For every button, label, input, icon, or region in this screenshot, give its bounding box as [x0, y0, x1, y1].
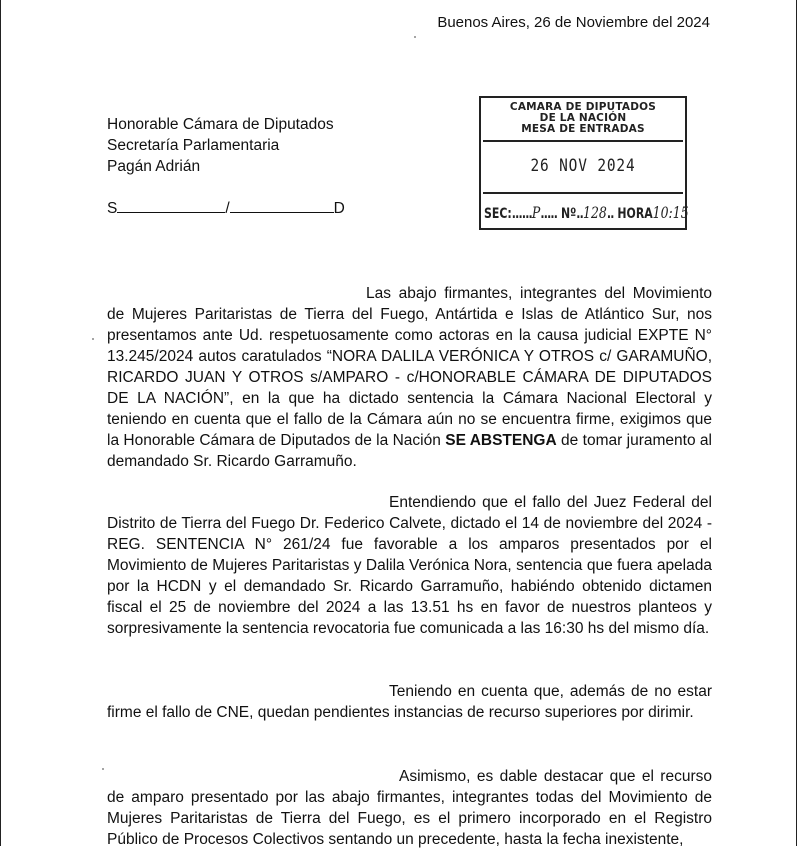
- paragraph-4-text: Asimismo, es dable destacar que el recurso de amparo presentado por las abajo firmantes, integrantes todas del Movimiento de Mujeres Paritaristas de Tierra del Fuego, es el primero incorporado en el Registro Público de Procesos Colectivos sentando un precedente, hasta la fecha inexistente,: [107, 768, 712, 848]
- salutation-slash: /: [225, 200, 230, 217]
- paragraph-1: [107, 283, 712, 472]
- addressee-line: Secretaría Parlamentaria: [107, 137, 280, 154]
- addressee-line: Honorable Cámara de Diputados: [107, 116, 334, 133]
- scan-speck: [102, 768, 104, 770]
- stamp-line: DE LA NACIÓN: [539, 112, 627, 124]
- date-line: Buenos Aires, 26 de Noviembre del 2024: [437, 14, 710, 31]
- stamp-divider: [483, 140, 683, 142]
- paragraph-3-text: Teniendo en cuenta que, además de no estar firme el fallo de CNE, quedan pendientes instancias de recurso superiores por dirimir.: [107, 683, 712, 721]
- stamp-hora-label: HORA: [617, 206, 653, 222]
- salutation-d: D: [333, 200, 345, 217]
- stamp-hora-value: 10:15: [652, 203, 689, 222]
- stamp-date: 26 NOV 2024: [530, 156, 636, 176]
- blank-line: [230, 200, 334, 213]
- stamp-sec-value: P: [531, 203, 541, 222]
- paragraph-4: [107, 766, 712, 850]
- stamp-line: MESA DE ENTRADAS: [521, 123, 645, 135]
- stamp-divider: [483, 192, 683, 194]
- paragraph-1-text-end: de tomar juramento al demandado Sr. Ricardo Garramuño.: [107, 432, 712, 470]
- paragraph-1-bold: SE ABSTENGA: [445, 432, 557, 449]
- stamp-num-label: Nº: [560, 206, 577, 222]
- blank-line: [117, 200, 225, 213]
- paragraph-1-text: Las abajo firmantes, integrantes del Movimiento de Mujeres Paritaristas de Tierra del Fuego, Antártida e Islas de Atlántico Sur, nos presentamos ante Ud. respetuosamente como actoras en la causa judicial EXPTE N° 13.245/2024 autos caratulados “NORA DALILA VERÓNICA Y OTROS c/ GARAMUÑO, RICARDO JUAN Y OTROS s/AMPARO - c/HONORABLE CÁMARA DE DIPUTADOS DE LA NACIÓN”, en la que ha dictado sentencia la Cámara Nacional Electoral y teniendo en cuenta que el fallo de la Cámara aún no se encuentra firme, exigimos que la Honorable Cámara de Diputados de la Nación: [107, 285, 712, 449]
- scan-speck: [92, 338, 94, 340]
- paragraph-2-text: Entendiendo que el fallo del Juez Federal del Distrito de Tierra del Fuego Dr. Federico Calvete, dictado el 14 de noviembre del 2024 - REG. SENTENCIA N° 261/24 fue favorable a los amparos presentados por el Movimiento de Mujeres Paritaristas y Dalila Verónica Nora, sentencia que fuera apelada por la HCDN y el demandado Sr. Ricardo Garramuño, habiéndo obtenido dictamen fiscal el 25 de noviembre del 2024 a las 13.51 hs en favor de nuestros planteos y sorpresivamente la sentencia revocatoria fue comunicada a las 16:30 hs del mismo día.: [107, 494, 712, 637]
- stamp-line: CAMARA DE DIPUTADOS: [509, 101, 657, 113]
- paragraph-2: [107, 492, 712, 639]
- stamp-sec-row: SEC:......P..... Nº..128.. HORA10:15: [484, 203, 689, 222]
- addressee-line: Pagán Adrián: [107, 158, 201, 175]
- salutation-sd: [107, 200, 345, 218]
- scan-speck: [414, 36, 416, 38]
- stamp-sec-label: SEC:: [484, 206, 512, 222]
- addressee-block: [107, 114, 334, 177]
- stamp-header: [481, 102, 685, 135]
- stamp-num-value: 128: [583, 203, 607, 222]
- salutation-s: S: [107, 200, 118, 217]
- paragraph-3: [107, 681, 712, 723]
- reception-stamp: [479, 96, 687, 230]
- page-edge-left: [0, 0, 1, 846]
